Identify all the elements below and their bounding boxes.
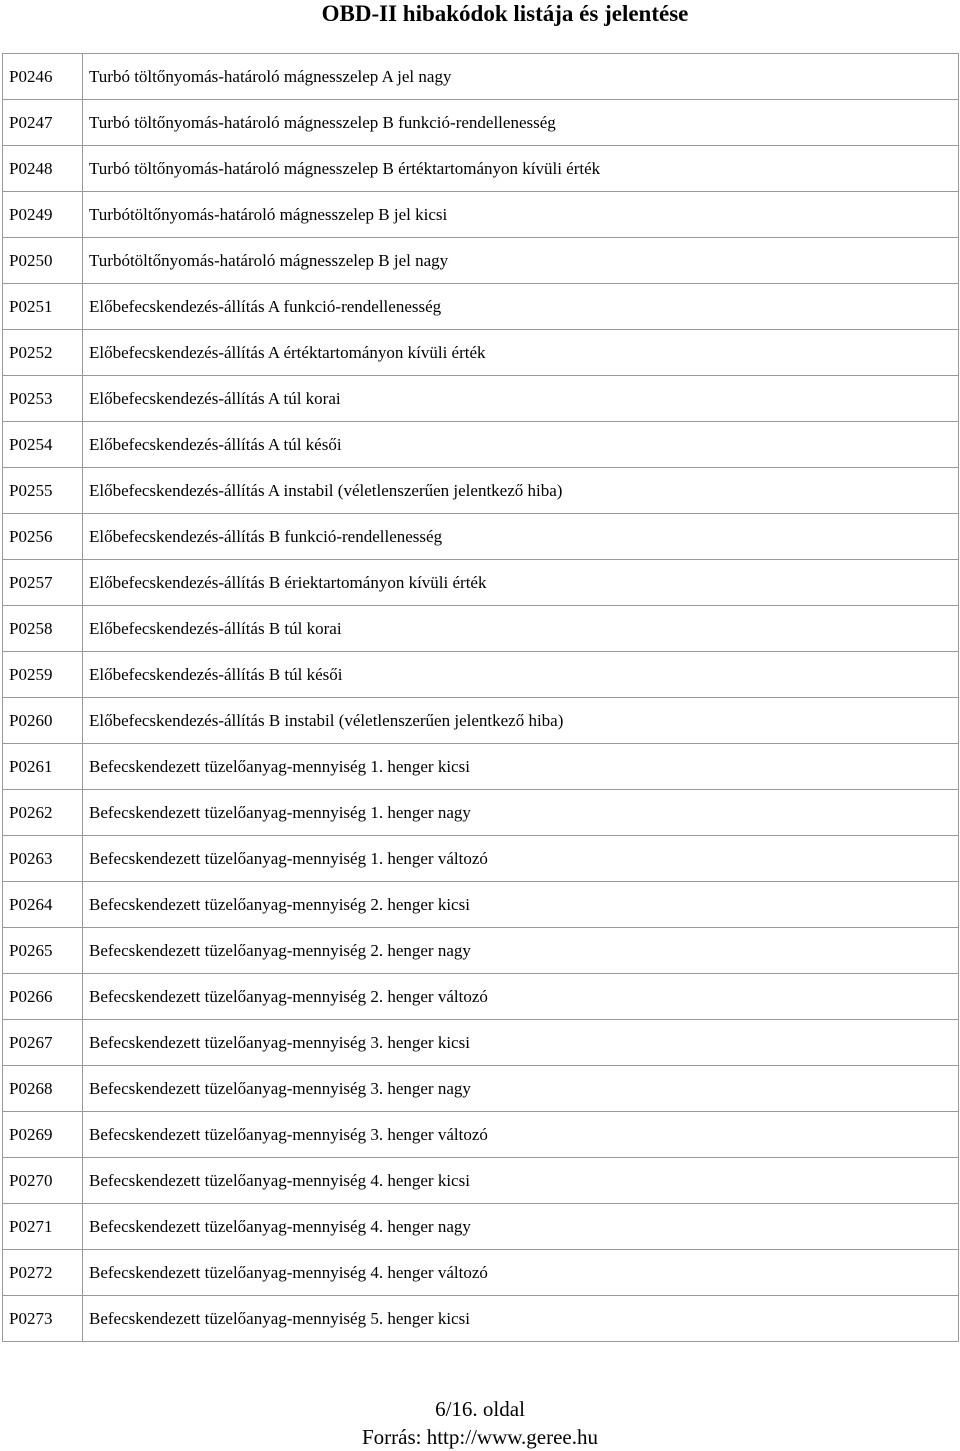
error-description: Előbefecskendezés-állítás A funkció-rendellenesség (83, 284, 959, 330)
error-description: Turbótöltőnyomás-határoló mágnesszelep B jel nagy (83, 238, 959, 284)
error-description: Befecskendezett tüzelőanyag-mennyiség 2. henger változó (83, 974, 959, 1020)
error-description: Előbefecskendezés-állítás B instabil (véletlenszerűen jelentkező hiba) (83, 698, 959, 744)
table-row (3, 54, 959, 100)
error-description: Befecskendezett tüzelőanyag-mennyiség 1. henger nagy (83, 790, 959, 836)
error-description: Előbefecskendezés-állítás A túl késői (83, 422, 959, 468)
page-title: OBD-II hibakódok listája és jelentése (321, 1, 689, 26)
error-code: P0269 (3, 1112, 83, 1158)
table-row (3, 974, 959, 1020)
table-row (3, 698, 959, 744)
error-code: P0262 (3, 790, 83, 836)
error-description: Befecskendezett tüzelőanyag-mennyiség 4. henger változó (83, 1250, 959, 1296)
table-row (3, 514, 959, 560)
table-row (3, 1112, 959, 1158)
table-row (3, 928, 959, 974)
error-code: P0257 (3, 560, 83, 606)
error-code: P0249 (3, 192, 83, 238)
error-code: P0268 (3, 1066, 83, 1112)
error-code: P0251 (3, 284, 83, 330)
error-description: Befecskendezett tüzelőanyag-mennyiség 2. henger kicsi (83, 882, 959, 928)
table-row (3, 1204, 959, 1250)
table-row (3, 376, 959, 422)
error-code: P0246 (3, 54, 83, 100)
error-code: P0264 (3, 882, 83, 928)
table-row (3, 146, 959, 192)
error-description: Előbefecskendezés-állítás B túl korai (83, 606, 959, 652)
error-description: Előbefecskendezés-állítás A értéktartományon kívüli érték (83, 330, 959, 376)
error-code: P0250 (3, 238, 83, 284)
error-description: Turbó töltőnyomás-határoló mágnesszelep B funkció-rendellenesség (83, 100, 959, 146)
error-code: P0265 (3, 928, 83, 974)
table-row (3, 1020, 959, 1066)
error-code: P0272 (3, 1250, 83, 1296)
table-row (3, 100, 959, 146)
error-description: Befecskendezett tüzelőanyag-mennyiség 1. henger kicsi (83, 744, 959, 790)
error-description: Befecskendezett tüzelőanyag-mennyiség 3. henger változó (83, 1112, 959, 1158)
table-row (3, 1158, 959, 1204)
error-description: Befecskendezett tüzelőanyag-mennyiség 4. henger nagy (83, 1204, 959, 1250)
source-link[interactable]: Forrás: http://www.geree.hu (361, 1425, 598, 1449)
error-code: P0258 (3, 606, 83, 652)
error-description: Előbefecskendezés-állítás A instabil (véletlenszerűen jelentkező hiba) (83, 468, 959, 514)
page-footer (0, 1395, 960, 1451)
error-description: Előbefecskendezés-állítás A túl korai (83, 376, 959, 422)
error-code: P0256 (3, 514, 83, 560)
error-description: Előbefecskendezés-állítás B túl késői (83, 652, 959, 698)
error-code: P0255 (3, 468, 83, 514)
error-code: P0271 (3, 1204, 83, 1250)
table-row (3, 238, 959, 284)
code-table (2, 53, 959, 1342)
table-row (3, 744, 959, 790)
error-code: P0248 (3, 146, 83, 192)
table-row (3, 790, 959, 836)
table-row (3, 422, 959, 468)
error-description: Előbefecskendezés-állítás B funkció-rendellenesség (83, 514, 959, 560)
error-code: P0254 (3, 422, 83, 468)
error-description: Turbó töltőnyomás-határoló mágnesszelep A jel nagy (83, 54, 959, 100)
error-code: P0259 (3, 652, 83, 698)
error-description: Befecskendezett tüzelőanyag-mennyiség 3. henger nagy (83, 1066, 959, 1112)
error-description: Befecskendezett tüzelőanyag-mennyiség 4. henger kicsi (83, 1158, 959, 1204)
page-number: 6/16. oldal (435, 1397, 525, 1421)
table-row (3, 1296, 959, 1342)
error-description: Befecskendezett tüzelőanyag-mennyiség 2. henger nagy (83, 928, 959, 974)
table-row (3, 192, 959, 238)
table-row (3, 284, 959, 330)
error-code: P0261 (3, 744, 83, 790)
error-code: P0260 (3, 698, 83, 744)
table-row (3, 606, 959, 652)
table-row (3, 836, 959, 882)
error-code: P0263 (3, 836, 83, 882)
error-description: Turbó töltőnyomás-határoló mágnesszelep B értéktartományon kívüli érték (83, 146, 959, 192)
table-row (3, 1250, 959, 1296)
table-row (3, 468, 959, 514)
error-code: P0273 (3, 1296, 83, 1342)
error-description: Befecskendezett tüzelőanyag-mennyiség 3. henger kicsi (83, 1020, 959, 1066)
table-row (3, 330, 959, 376)
error-code: P0253 (3, 376, 83, 422)
error-code: P0270 (3, 1158, 83, 1204)
error-code: P0247 (3, 100, 83, 146)
error-code: P0266 (3, 974, 83, 1020)
error-description: Befecskendezett tüzelőanyag-mennyiség 5. henger kicsi (83, 1296, 959, 1342)
table-row (3, 882, 959, 928)
error-description: Turbótöltőnyomás-határoló mágnesszelep B jel kicsi (83, 192, 959, 238)
table-row (3, 652, 959, 698)
table-row (3, 560, 959, 606)
error-description: Befecskendezett tüzelőanyag-mennyiség 1. henger változó (83, 836, 959, 882)
table-row (3, 1066, 959, 1112)
error-description: Előbefecskendezés-állítás B ériektartományon kívüli érték (83, 560, 959, 606)
error-code: P0252 (3, 330, 83, 376)
error-code: P0267 (3, 1020, 83, 1066)
